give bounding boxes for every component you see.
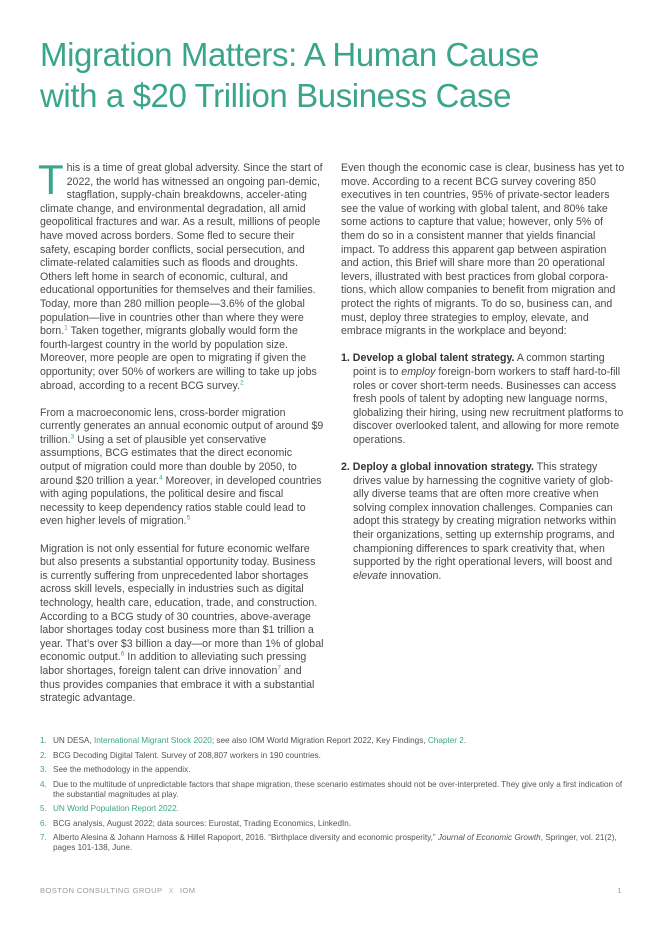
footnote-1: 1. UN DESA, International Migrant Stock 2020; see also IOM World Migration Report 2022, Key Findings, Chapter 2. xyxy=(40,736,467,745)
paragraph-intro: This is a time of great global adversity. Since the start of 2022, the world has witnessed an ongoing pan-demic, stagflation, supply-chain breakdowns, acceler-ating climate change, and environmental degradation, all amid geopolitical fractures and war. As a result, millions of people have moved across borders. Some fled to secure their safety, escaping border conflicts, social persecution, and climate-related calamities such as floods and droughts. Others left home in search of economic, cultural, and educational opportunities for themselves and their families. Today, more than 280 million people—3.6% of the global population—live in countries other than where they were born.$^1$ Taken together, migrants globally would form the fourth-largest country in the world by population size. Moreover, more people are open to migrating if given the opportunity; over 50% of workers are willing to take up jobs abroad, according to a recent BCG survey.$^2$ xyxy=(38,156,323,392)
paragraph-business-case: Even though the economic case is clear, business has yet to move. According to a recent BCG survey covering 850 executives in ten countries, 95% of private-sector leaders see the value of working with global talent, and 80% take some actions to capture that value; however, only 5% of them do so in a consistent manner that yields financial impact. To address this apparent gap between aspiration and action, this Brief will share more than 20 operational levers, illustrated with best practices from global corpora-tions, which allow companies to benefit from migration and protect the rights of migrants. To do so, business can, and must, deploy three strategies to employ, elevate, and embrace migrants in the workplace and beyond: xyxy=(341,162,625,338)
footnote-6: 6. BCG analysis, August 2022; data sources: Eurostat, Trading Economics, LinkedIn. xyxy=(40,818,352,828)
footnotes xyxy=(40,736,625,858)
left-column xyxy=(38,156,324,719)
footnote-ref-4[interactable]: 4 xyxy=(158,474,163,482)
right-column xyxy=(341,162,625,597)
footnote-ref-3[interactable]: 3 xyxy=(70,433,75,441)
strategy-list xyxy=(341,352,625,583)
drop-cap: T xyxy=(38,156,64,203)
footnote-ref-2[interactable]: 2 xyxy=(240,378,244,386)
page-footer xyxy=(40,886,622,895)
footnote-4: 4. Due to the multitude of unpredictable factors that shape migration, these scenario estimates should not be over-interpreted. They give only a first indication of the substantial magnitudes at play. xyxy=(40,779,623,799)
page-title xyxy=(40,34,640,116)
footnote-5: 5. UN World Population Report 2022. xyxy=(40,804,625,814)
footnote-ref-5[interactable]: 5 xyxy=(186,514,191,522)
link-migrant-stock[interactable]: International Migrant Stock 2020 xyxy=(93,736,212,745)
footnote-3: 3. See the methodology in the appendix. xyxy=(40,765,191,774)
footnote-2: 2. BCG Decoding Digital Talent. Survey of 208,807 workers in 190 countries. xyxy=(40,750,321,760)
footer-partner: IOM xyxy=(179,886,196,895)
strategy-title-talent: Develop a global talent strategy. xyxy=(352,352,515,365)
strategy-title-innovation: Deploy a global innovation strategy. xyxy=(352,461,534,474)
strategy-item-innovation: 2. Deploy a global innovation strategy. This strategy drives value by harnessing the cognitive variety of glob-ally diverse teams that are often more creative when solving complex innovation challenges. Companies can adopt this strategy by creating migration networks within their organizations, setting up externship programs, and championing differences to spark creativity that, when supported by the right operational levers, will boost and elevate innovation. xyxy=(341,461,617,582)
paragraph-macroeconomic: From a macroeconomic lens, cross-border migration currently generates an annual economic output of around $9 trillion.$^3$ Using a set of plausible yet conservative assumptions, BCG estimates that the direct economic output of migration could more than double by 2050, to around $20 trillion a year.$^4$ Moreover, in developed countries with aging populations, the political desire and fiscal necessity to keep dependency ratios stable could lead to even higher levels of migration.$^5$ xyxy=(40,406,324,528)
link-world-population-report[interactable]: UN World Population Report 2022. xyxy=(53,804,179,813)
footnote-ref-1[interactable]: 1 xyxy=(64,324,68,332)
paragraph-opportunity: Migration is not only essential for future economic welfare but also presents a substantial opportunity today. Business is currently suffering from unprecedented labor shortages across skill levels, especially in industries such as digital technology, health care, education, trade, and construction. According to a BCG study of 30 countries, above-average labor shortages today cost business more than $1 trillion a year. That’s over $3 billion a day—or more than 1% of global economic output.$^6$ In addition to alleviating such pressing labor shortages, foreign talent can drive innovation$^7$ and thus provides companies that embrace it with a substantial strategic advantage. xyxy=(40,542,324,705)
title-line-1: Migration Matters: A Human Cause xyxy=(40,36,539,73)
title-line-2: with a $20 Trillion Business Case xyxy=(40,77,512,114)
footnote-ref-7[interactable]: 7 xyxy=(277,664,281,672)
footer-brand: BOSTON CONSULTING GROUP X IOM xyxy=(40,886,196,895)
link-chapter-2[interactable]: Chapter 2 xyxy=(427,736,464,745)
footnote-7: 7. Alberto Alesina & Johann Harnoss & Hillel Rapoport, 2016. “Birthplace diversity and economic prosperity,” Journal of Economic Growth, Springer, vol. 21(2), pages 101-138, June. xyxy=(40,833,617,852)
footnote-ref-6[interactable]: 6 xyxy=(120,650,125,658)
page-number: 1 xyxy=(617,886,622,895)
strategy-item-talent: 1. Develop a global talent strategy. A common starting point is to employ foreign-born workers to staff hard-to-fill roles or cover short-term needs. Businesses can access fresh pools of talent by adopting new language norms, globalizing their hiring, using new recruitment platforms to discover overlooked talent, and allowing for more remote operations. xyxy=(341,352,624,446)
footer-separator: X xyxy=(168,886,174,895)
